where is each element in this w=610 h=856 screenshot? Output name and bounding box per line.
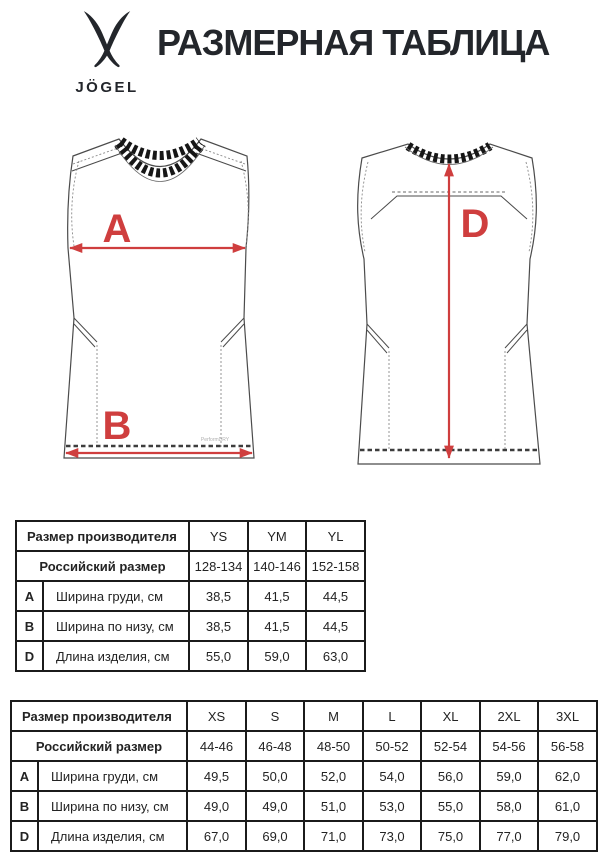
value-cell: 63,0 xyxy=(306,641,365,671)
size-cell: 52-54 xyxy=(421,731,480,761)
size-cell: XL xyxy=(421,701,480,731)
size-cell: YM xyxy=(248,521,306,551)
value-cell: 77,0 xyxy=(480,821,538,851)
measure-letter-cell: D xyxy=(11,821,38,851)
table-row xyxy=(11,821,597,851)
value-cell: 49,5 xyxy=(187,761,246,791)
value-cell: 44,5 xyxy=(306,581,365,611)
measure-label-cell: Длина изделия, см xyxy=(43,641,189,671)
table-row xyxy=(11,761,597,791)
measure-letter-b: B xyxy=(102,404,132,448)
size-cell: S xyxy=(246,701,304,731)
value-cell: 41,5 xyxy=(248,611,306,641)
measure-letter-a: A xyxy=(102,207,132,251)
value-cell: 79,0 xyxy=(538,821,597,851)
measure-letter-cell: A xyxy=(11,761,38,791)
size-cell: 46-48 xyxy=(246,731,304,761)
manufacturer-size-header: Размер производителя xyxy=(16,521,189,551)
value-cell: 49,0 xyxy=(246,791,304,821)
size-cell: YS xyxy=(189,521,248,551)
measure-letter-cell: A xyxy=(16,581,43,611)
value-cell: 59,0 xyxy=(480,761,538,791)
measure-letter-cell: D xyxy=(16,641,43,671)
value-cell: 73,0 xyxy=(363,821,421,851)
value-cell: 61,0 xyxy=(538,791,597,821)
table-row xyxy=(11,701,597,731)
manufacturer-size-header: Размер производителя xyxy=(11,701,187,731)
table-row xyxy=(16,641,365,671)
value-cell: 67,0 xyxy=(187,821,246,851)
value-cell: 44,5 xyxy=(306,611,365,641)
value-cell: 54,0 xyxy=(363,761,421,791)
measure-label-cell: Ширина по низу, см xyxy=(38,791,187,821)
table-row xyxy=(16,551,365,581)
table-row xyxy=(16,521,365,551)
value-cell: 51,0 xyxy=(304,791,363,821)
size-table-adults xyxy=(10,700,598,852)
value-cell: 55,0 xyxy=(189,641,248,671)
size-cell: 152-158 xyxy=(306,551,365,581)
size-cell: 50-52 xyxy=(363,731,421,761)
value-cell: 62,0 xyxy=(538,761,597,791)
value-cell: 52,0 xyxy=(304,761,363,791)
measure-letter-cell: B xyxy=(11,791,38,821)
value-cell: 71,0 xyxy=(304,821,363,851)
size-cell: 56-58 xyxy=(538,731,597,761)
size-cell: 3XL xyxy=(538,701,597,731)
page-title: РАЗМЕРНАЯ ТАБЛИЦА xyxy=(157,22,550,63)
value-cell: 50,0 xyxy=(246,761,304,791)
size-cell: 44-46 xyxy=(187,731,246,761)
size-cell: M xyxy=(304,701,363,731)
size-cell: 54-56 xyxy=(480,731,538,761)
russian-size-header: Российский размер xyxy=(11,731,187,761)
value-cell: 41,5 xyxy=(248,581,306,611)
table-row xyxy=(11,791,597,821)
measure-label-cell: Ширина груди, см xyxy=(38,761,187,791)
size-cell: YL xyxy=(306,521,365,551)
value-cell: 75,0 xyxy=(421,821,480,851)
table-row xyxy=(11,731,597,761)
front-outline xyxy=(64,139,254,458)
table-row xyxy=(16,611,365,641)
measure-label-cell: Длина изделия, см xyxy=(38,821,187,851)
measure-letter-cell: B xyxy=(16,611,43,641)
brand-name: JÖGEL xyxy=(75,79,139,96)
value-cell: 38,5 xyxy=(189,581,248,611)
measure-label-cell: Ширина по низу, см xyxy=(43,611,189,641)
size-cell: 140-146 xyxy=(248,551,306,581)
jogel-logo-icon xyxy=(78,10,136,76)
value-cell: 69,0 xyxy=(246,821,304,851)
russian-size-header: Российский размер xyxy=(16,551,189,581)
size-cell: XS xyxy=(187,701,246,731)
garment-front-diagram xyxy=(55,126,265,480)
collar-rib-back xyxy=(121,141,199,156)
value-cell: 49,0 xyxy=(187,791,246,821)
garment-back-diagram xyxy=(342,134,552,470)
measure-letter-d: D xyxy=(460,202,490,246)
value-cell: 38,5 xyxy=(189,611,248,641)
size-cell: 128-134 xyxy=(189,551,248,581)
size-cell: 48-50 xyxy=(304,731,363,761)
measure-label-cell: Ширина груди, см xyxy=(43,581,189,611)
value-cell: 58,0 xyxy=(480,791,538,821)
fabric-watermark: PerformDRY xyxy=(200,437,230,443)
table-row xyxy=(16,581,365,611)
value-cell: 56,0 xyxy=(421,761,480,791)
value-cell: 53,0 xyxy=(363,791,421,821)
size-table-kids xyxy=(15,520,366,672)
value-cell: 55,0 xyxy=(421,791,480,821)
size-cell: 2XL xyxy=(480,701,538,731)
size-cell: L xyxy=(363,701,421,731)
value-cell: 59,0 xyxy=(248,641,306,671)
